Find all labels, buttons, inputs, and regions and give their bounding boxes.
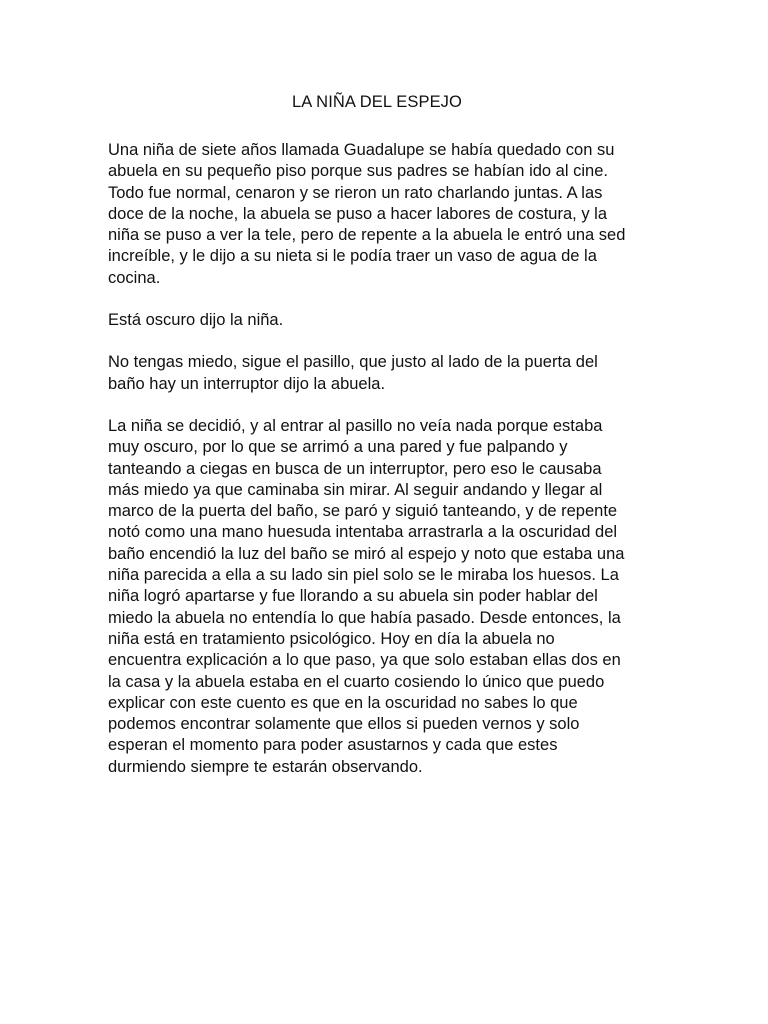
text-line: notó como una mano huesuda intentaba arrastrarla a la oscuridad del: [108, 523, 618, 542]
text-line: baño encendió la luz del baño se miró al espejo y noto que estaba una: [108, 544, 625, 563]
text-line: miedo la abuela no entendía lo que había pasado. Desde entonces, la: [108, 608, 621, 627]
text-line: esperan el momento para poder asustarnos y cada que estes: [108, 736, 558, 755]
text-line: muy oscuro, por lo que se arrimó a una pared y fue palpando y: [108, 438, 568, 457]
paragraph-3: [108, 352, 646, 395]
text-line: podemos encontrar solamente que ellos si pueden vernos y solo: [108, 715, 580, 734]
text-line: la casa y la abuela estaba en el cuarto cosiendo lo único que puedo: [108, 672, 605, 691]
text-line: niña se puso a ver la tele, pero de repente a la abuela le entró una sed: [108, 226, 626, 245]
text-line: encuentra explicación a lo que paso, ya que solo estaban ellas dos en: [108, 651, 621, 670]
paragraph-2: [108, 310, 646, 331]
text-line: tanteando a ciegas en busca de un interruptor, pero eso le causaba: [108, 459, 602, 478]
text-line: No tengas miedo, sigue el pasillo, que justo al lado de la puerta del: [108, 353, 598, 372]
text-line: niña está en tratamiento psicológico. Hoy en día la abuela no: [108, 629, 555, 648]
text-line: explicar con este cuento es que en la oscuridad no sabes lo que: [108, 693, 578, 712]
paragraph-1: [108, 140, 646, 289]
text-line: más miedo ya que caminaba sin mirar. Al seguir andando y llegar al: [108, 480, 603, 499]
text-line: marco de la puerta del baño, se paró y siguió tanteando, y de repente: [108, 502, 618, 521]
text-line: Está oscuro dijo la niña.: [108, 311, 284, 330]
document-title: LA NIÑA DEL ESPEJO: [292, 93, 462, 111]
text-line: increíble, y le dijo a su nieta si le podía traer un vaso de agua de la: [108, 247, 597, 266]
text-line: baño hay un interruptor dijo la abuela.: [108, 374, 386, 393]
text-line: durmiendo siempre te estarán observando.: [108, 757, 423, 776]
text-line: cocina.: [108, 268, 161, 287]
text-line: niña parecida a ella a su lado sin piel solo se le miraba los huesos. La: [108, 566, 619, 585]
text-line: niña logró apartarse y fue llorando a su abuela sin poder hablar del: [108, 587, 598, 606]
text-line: abuela en su pequeño piso porque sus padres se habían ido al cine.: [108, 162, 608, 181]
text-line: Todo fue normal, cenaron y se rieron un rato charlando juntas. A las: [108, 183, 603, 202]
document-body: [108, 140, 646, 799]
paragraph-4: [108, 416, 646, 778]
text-line: La niña se decidió, y al entrar al pasillo no veía nada porque estaba: [108, 416, 603, 435]
text-line: doce de la noche, la abuela se puso a hacer labores de costura, y la: [108, 204, 607, 223]
text-line: Una niña de siete años llamada Guadalupe se había quedado con su: [108, 141, 615, 159]
